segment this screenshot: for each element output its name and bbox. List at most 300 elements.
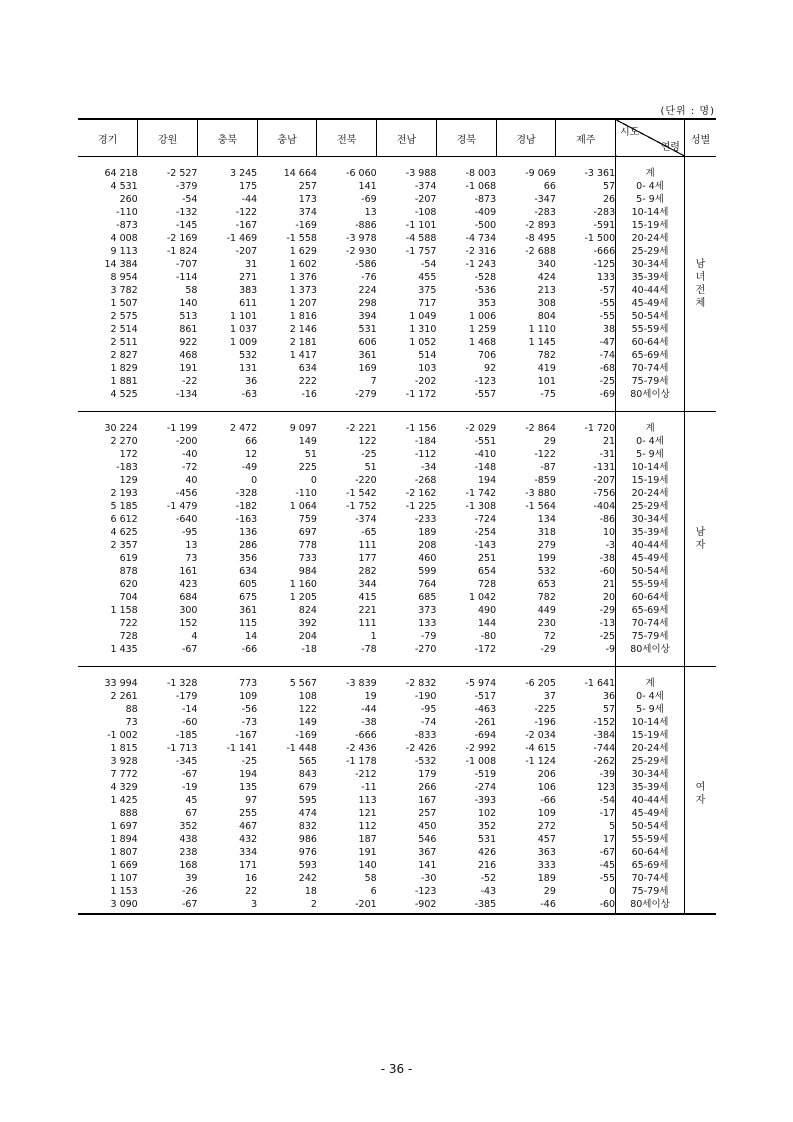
value-cell: -190 [414, 691, 437, 702]
value-cell: -1 243 [465, 259, 497, 270]
value-cell: 363 [537, 847, 556, 858]
value-cell: 878 [119, 566, 138, 577]
value-cell: -69 [556, 388, 616, 401]
value-cell: 1 110 [528, 324, 556, 335]
value-cell: -1 564 [525, 501, 556, 512]
value-cell: -74 [420, 717, 437, 728]
value-cell: -404 [556, 500, 616, 513]
value-cell: -3 839 [346, 678, 377, 689]
value-cell: 888 [119, 808, 138, 819]
value-cell: -74 [556, 349, 616, 362]
table-row [78, 349, 716, 362]
value-cell: 599 [418, 566, 437, 577]
value-cell: -67 [181, 899, 198, 910]
value-cell: -1 308 [465, 501, 497, 512]
value-cell: 722 [119, 618, 138, 629]
value-cell: -873 [474, 194, 497, 205]
value-cell: 103 [418, 363, 437, 374]
value-cell: 2 [310, 899, 317, 910]
value-cell: 57 [556, 703, 616, 716]
age-group-cell: 20-24세 [616, 487, 685, 500]
value-cell: -532 [414, 756, 437, 767]
value-cell: 167 [418, 795, 437, 806]
value-cell: -500 [474, 220, 497, 231]
value-cell: 1 160 [289, 579, 317, 590]
age-group-cell: 5- 9세 [616, 193, 685, 206]
value-cell: -2 527 [166, 168, 198, 179]
value-cell: -67 [556, 846, 616, 859]
value-cell: -536 [474, 285, 497, 296]
value-cell: -1 558 [286, 233, 317, 244]
value-cell: -47 [556, 336, 616, 349]
value-cell: -528 [474, 272, 497, 283]
value-cell: -200 [175, 436, 198, 447]
value-cell: 194 [239, 769, 258, 780]
value-cell: -54 [556, 794, 616, 807]
value-cell: 39 [185, 873, 198, 884]
value-cell: 102 [478, 808, 497, 819]
age-group-cell: 35-39세 [616, 526, 685, 539]
table-row [78, 768, 716, 781]
value-cell: -4 615 [525, 743, 556, 754]
value-cell: -270 [414, 644, 437, 655]
value-cell: 221 [358, 605, 377, 616]
value-cell: 40 [185, 475, 198, 486]
spacer-row [78, 911, 716, 914]
value-cell: 172 [119, 449, 138, 460]
value-cell: -902 [414, 899, 437, 910]
value-cell: 260 [119, 194, 138, 205]
value-cell: 177 [358, 553, 377, 564]
age-group-cell: 60-64세 [616, 336, 685, 349]
age-group-cell: 0- 4세 [616, 435, 685, 448]
value-cell: -517 [474, 691, 497, 702]
table-row [78, 630, 716, 643]
value-cell: -1 124 [525, 756, 556, 767]
value-cell: -283 [556, 206, 616, 219]
value-cell: -666 [556, 245, 616, 258]
value-cell: -2 162 [405, 488, 437, 499]
table-row [78, 565, 716, 578]
value-cell: -148 [474, 462, 497, 473]
value-cell: 92 [484, 363, 497, 374]
value-cell: 111 [358, 618, 377, 629]
spacer-row [78, 656, 716, 667]
value-cell: 57 [556, 180, 616, 193]
value-cell: 1 376 [289, 272, 317, 283]
value-cell: 88 [125, 704, 138, 715]
value-cell: -19 [181, 782, 198, 793]
value-cell: -283 [534, 207, 556, 218]
table-row [78, 729, 716, 742]
spacer-row [78, 401, 716, 412]
value-cell: 474 [298, 808, 317, 819]
value-cell: 531 [478, 834, 497, 845]
table-row [78, 690, 716, 703]
value-cell: -145 [175, 220, 198, 231]
value-cell: -131 [556, 461, 616, 474]
value-cell: -25 [361, 449, 377, 460]
value-cell: -2 992 [465, 743, 497, 754]
value-cell: 356 [239, 553, 258, 564]
value-cell: 0 [556, 885, 616, 898]
value-cell: -11 [361, 782, 377, 793]
value-cell: 13 [364, 207, 377, 218]
value-cell: -207 [556, 474, 616, 487]
table-row [78, 513, 716, 526]
table-row [78, 422, 716, 435]
value-cell: -29 [540, 644, 556, 655]
value-cell: 67 [185, 808, 198, 819]
value-cell: 109 [239, 691, 258, 702]
value-cell: -8 003 [465, 168, 497, 179]
value-cell: 1 815 [110, 743, 138, 754]
value-cell: 1 816 [289, 311, 317, 322]
value-cell: 717 [418, 298, 437, 309]
value-cell: 432 [239, 834, 258, 845]
table-row [78, 461, 716, 474]
table-row [78, 245, 716, 258]
header-jeonbuk: 전북 [317, 119, 377, 157]
value-cell: 22 [245, 886, 258, 897]
value-cell: 1 629 [289, 246, 317, 257]
value-cell: 308 [537, 298, 556, 309]
value-cell: 111 [358, 540, 377, 551]
value-cell: -666 [355, 730, 377, 741]
age-group-cell: 10-14세 [616, 716, 685, 729]
age-group-cell: 45-49세 [616, 297, 685, 310]
value-cell: -46 [540, 899, 556, 910]
value-cell: 4 [191, 631, 198, 642]
age-group-cell: 65-69세 [616, 604, 685, 617]
value-cell: -1 002 [107, 730, 138, 741]
age-group-cell: 80세이상 [616, 388, 685, 401]
value-cell: 97 [245, 795, 258, 806]
value-cell: -328 [235, 488, 258, 499]
age-group-cell: 70-74세 [616, 872, 685, 885]
value-cell: 17 [556, 833, 616, 846]
value-cell: -268 [414, 475, 437, 486]
header-age-label: 연령 [660, 142, 680, 153]
age-group-cell: 15-19세 [616, 219, 685, 232]
value-cell: 73 [185, 553, 198, 564]
value-cell: 4 329 [110, 782, 138, 793]
value-cell: 2 193 [110, 488, 138, 499]
value-cell: 606 [358, 337, 377, 348]
value-cell: 134 [537, 514, 556, 525]
value-cell: -212 [355, 769, 377, 780]
value-cell: 109 [537, 808, 556, 819]
value-cell: -78 [361, 644, 377, 655]
age-group-cell: 5- 9세 [616, 448, 685, 461]
value-cell: 29 [543, 886, 556, 897]
value-cell: 361 [358, 350, 377, 361]
value-cell: -167 [235, 730, 258, 741]
table-row [78, 258, 716, 271]
value-cell: 113 [358, 795, 377, 806]
value-cell: 173 [298, 194, 317, 205]
value-cell: -1 641 [556, 677, 616, 690]
value-cell: 455 [418, 272, 437, 283]
table-row [78, 716, 716, 729]
value-cell: 3 [251, 899, 258, 910]
header-region-age-diagonal [616, 119, 685, 157]
value-cell: 697 [298, 527, 317, 538]
value-cell: -67 [181, 644, 198, 655]
value-cell: 6 [370, 886, 377, 897]
header-gyeongnam: 경남 [496, 119, 556, 157]
value-cell: 1 207 [289, 298, 317, 309]
value-cell: -25 [556, 375, 616, 388]
age-group-cell: 80세이상 [616, 898, 685, 911]
value-cell: 1 373 [289, 285, 317, 296]
value-cell: 121 [358, 808, 377, 819]
spacer-row [78, 412, 716, 423]
value-cell: -163 [235, 514, 258, 525]
value-cell: 3 090 [110, 899, 138, 910]
value-cell: -18 [301, 644, 317, 655]
value-cell: -345 [175, 756, 198, 767]
value-cell: 149 [298, 436, 317, 447]
value-cell: 123 [556, 781, 616, 794]
value-cell: 1 507 [110, 298, 138, 309]
value-cell: -56 [241, 704, 258, 715]
value-cell: 242 [298, 873, 317, 884]
value-cell: 733 [298, 553, 317, 564]
value-cell: 824 [298, 605, 317, 616]
value-cell: 194 [478, 475, 497, 486]
page-number: - 36 - [380, 1062, 413, 1076]
value-cell: 251 [478, 553, 497, 564]
value-cell: -57 [556, 284, 616, 297]
table-row [78, 820, 716, 833]
value-cell: 257 [298, 181, 317, 192]
value-cell: -123 [474, 376, 497, 387]
value-cell: -1 713 [166, 743, 198, 754]
value-cell: -201 [355, 899, 377, 910]
value-cell: -9 069 [525, 168, 556, 179]
value-cell: 374 [298, 207, 317, 218]
value-cell: 373 [418, 605, 437, 616]
table-row [78, 552, 716, 565]
table-row [78, 336, 716, 349]
value-cell: 12 [245, 449, 258, 460]
value-cell: 216 [478, 860, 497, 871]
value-cell: -1 068 [465, 181, 497, 192]
value-cell: -52 [480, 873, 497, 884]
value-cell: 728 [119, 631, 138, 642]
value-cell: 595 [298, 795, 317, 806]
value-cell: 141 [418, 860, 437, 871]
value-cell: -1 156 [405, 423, 437, 434]
age-group-cell: 60-64세 [616, 846, 685, 859]
value-cell: -2 221 [346, 423, 377, 434]
age-group-cell: 40-44세 [616, 284, 685, 297]
value-cell: -9 [556, 643, 616, 656]
value-cell: 101 [537, 376, 556, 387]
value-cell: 7 772 [110, 769, 138, 780]
age-group-cell: 0- 4세 [616, 180, 685, 193]
age-group-cell: 30-34세 [616, 258, 685, 271]
age-group-cell: 20-24세 [616, 232, 685, 245]
value-cell: 449 [537, 605, 556, 616]
value-cell: -379 [175, 181, 198, 192]
value-cell: 213 [537, 285, 556, 296]
value-cell: -172 [474, 644, 497, 655]
value-cell: -1 225 [405, 501, 437, 512]
value-cell: 531 [358, 324, 377, 335]
value-cell: 1 064 [289, 501, 317, 512]
value-cell: 208 [418, 540, 437, 551]
value-cell: -1 742 [465, 488, 497, 499]
value-cell: 51 [304, 449, 317, 460]
value-cell: 1 669 [110, 860, 138, 871]
value-cell: 6 612 [110, 514, 138, 525]
header-sex: 성별 [684, 119, 716, 157]
value-cell: -17 [556, 807, 616, 820]
value-cell: -44 [241, 194, 258, 205]
value-cell: 2 511 [110, 337, 138, 348]
value-cell: 36 [245, 376, 258, 387]
value-cell: -2 893 [525, 220, 556, 231]
value-cell: 3 245 [230, 168, 258, 179]
value-cell: -2 169 [166, 233, 198, 244]
value-cell: 782 [537, 350, 556, 361]
age-group-cell: 35-39세 [616, 781, 685, 794]
age-group-cell: 55-59세 [616, 578, 685, 591]
value-cell: -185 [175, 730, 198, 741]
value-cell: -38 [556, 552, 616, 565]
value-cell: 513 [179, 311, 198, 322]
value-cell: 984 [298, 566, 317, 577]
value-cell: -65 [361, 527, 377, 538]
sex-label: 남 자 [695, 527, 706, 551]
age-group-cell: 25-29세 [616, 755, 685, 768]
value-cell: -374 [355, 514, 377, 525]
value-cell: 861 [179, 324, 198, 335]
value-cell: 611 [239, 298, 258, 309]
age-group-cell: 15-19세 [616, 729, 685, 742]
value-cell: 108 [298, 691, 317, 702]
value-cell: 392 [298, 618, 317, 629]
age-group-cell: 70-74세 [616, 362, 685, 375]
value-cell: -3 988 [405, 168, 437, 179]
value-cell: -54 [420, 259, 437, 270]
value-cell: 140 [358, 860, 377, 871]
value-cell: -167 [235, 220, 258, 231]
value-cell: 133 [556, 271, 616, 284]
value-cell: 1 101 [230, 311, 258, 322]
value-cell: -6 060 [346, 168, 377, 179]
value-cell: -123 [414, 886, 437, 897]
value-cell: 383 [239, 285, 258, 296]
value-cell: -29 [556, 604, 616, 617]
value-cell: -254 [474, 527, 497, 538]
value-cell: -274 [474, 782, 497, 793]
value-cell: 318 [537, 527, 556, 538]
value-cell: 135 [239, 782, 258, 793]
value-cell: 115 [239, 618, 258, 629]
value-cell: 684 [179, 592, 198, 603]
value-cell: -49 [241, 462, 258, 473]
value-cell: -1 101 [405, 220, 437, 231]
value-cell: 66 [245, 436, 258, 447]
value-cell: 21 [556, 578, 616, 591]
value-cell: 5 [556, 820, 616, 833]
age-group-cell: 35-39세 [616, 271, 685, 284]
value-cell: 58 [185, 285, 198, 296]
value-cell: 257 [418, 808, 437, 819]
header-chungbuk: 충북 [197, 119, 257, 157]
value-cell: 1 602 [289, 259, 317, 270]
value-cell: 199 [537, 553, 556, 564]
table-row [78, 500, 716, 513]
value-cell: -38 [361, 717, 377, 728]
value-cell: -79 [420, 631, 437, 642]
table-row [78, 448, 716, 461]
value-cell: -347 [534, 194, 556, 205]
value-cell: -66 [241, 644, 258, 655]
value-cell: -134 [175, 389, 198, 400]
value-cell: 843 [298, 769, 317, 780]
value-cell: -110 [295, 488, 317, 499]
value-cell: 1 006 [468, 311, 497, 322]
value-cell: -2 930 [346, 246, 377, 257]
header-chungnam: 충남 [257, 119, 317, 157]
value-cell: 352 [179, 821, 198, 832]
value-cell: -75 [540, 389, 556, 400]
table-row [78, 284, 716, 297]
age-group-cell: 0- 4세 [616, 690, 685, 703]
value-cell: 31 [245, 259, 258, 270]
value-cell: 175 [239, 181, 258, 192]
value-cell: -409 [474, 207, 497, 218]
value-cell: -859 [534, 475, 556, 486]
value-cell: -95 [181, 527, 198, 538]
value-cell: 1 468 [468, 337, 497, 348]
value-cell: 19 [364, 691, 377, 702]
value-cell: 424 [537, 272, 556, 283]
table-row [78, 297, 716, 310]
value-cell: -182 [235, 501, 258, 512]
value-cell: -374 [414, 181, 437, 192]
value-cell: -1 172 [405, 389, 437, 400]
value-cell: -6 205 [525, 678, 556, 689]
value-cell: 266 [418, 782, 437, 793]
value-cell: 1 158 [110, 605, 138, 616]
value-cell: -2 832 [405, 678, 437, 689]
value-cell: 532 [239, 350, 258, 361]
value-cell: 152 [179, 618, 198, 629]
value-cell: 279 [537, 540, 556, 551]
value-cell: 36 [556, 690, 616, 703]
value-cell: -744 [556, 742, 616, 755]
value-cell: -756 [556, 487, 616, 500]
value-cell: -220 [355, 475, 377, 486]
age-group-cell: 25-29세 [616, 500, 685, 513]
value-cell: 605 [239, 579, 258, 590]
value-cell: 2 472 [230, 423, 258, 434]
value-cell: 460 [418, 553, 437, 564]
value-cell: -80 [480, 631, 497, 642]
value-cell: -132 [175, 207, 198, 218]
table-row [78, 885, 716, 898]
age-group-cell: 계 [616, 677, 685, 690]
age-group-cell: 45-49세 [616, 552, 685, 565]
value-cell: 10 [556, 526, 616, 539]
value-cell: 759 [298, 514, 317, 525]
value-cell: -122 [534, 449, 556, 460]
